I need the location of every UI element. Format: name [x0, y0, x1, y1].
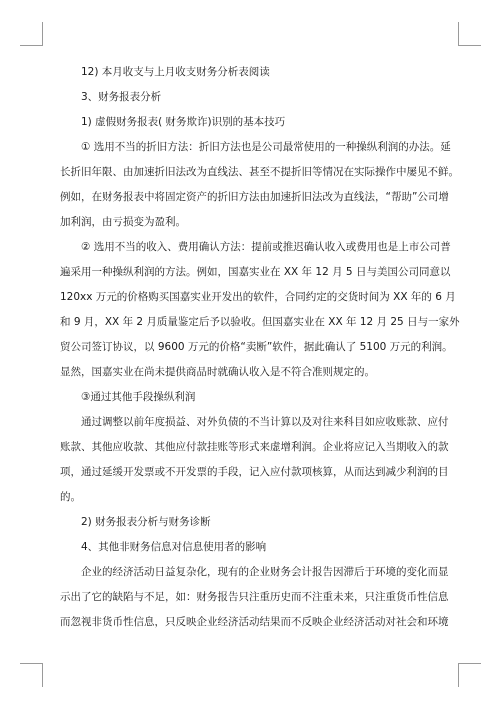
- heading-section-4: 4、其他非财务信息对信息使用者的影响: [81, 541, 267, 553]
- paragraph-line: 通过调整以前年度损益、对外负债的不当计算以及对往来科目如应收账款、应付: [81, 416, 449, 428]
- paragraph-line: 遍采用一种操纵利润的方法。例如，国嘉实业在 XX 年 12 月 5 日与美国公司同意以: [60, 266, 451, 278]
- crop-mark-top-right-h: [458, 45, 481, 46]
- paragraph-line: ① 选用不当的折旧方法：折旧方法也是公司最常使用的一种操纵利润的办法。延: [81, 141, 451, 153]
- document-body: [60, 66, 460, 629]
- crop-mark-top-right-v: [458, 22, 459, 46]
- paragraph-line: 贸公司签订协议，以 9600 万元的价格“卖断”软件，据此确认了 5100 万元的利润。: [60, 341, 453, 353]
- crop-mark-top-left-v: [42, 22, 43, 46]
- paragraph-line: 120xx 万元的价格购买国嘉实业开发出的软件，合同约定的交货时间为 XX 年的 6 月: [60, 291, 456, 303]
- paragraph-line: 账款、其他应收款、其他应付款挂账等形式来虚增利润。企业将应记入当期收入的款: [60, 441, 449, 453]
- paragraph-line: 加利润，由亏损变为盈利。: [60, 216, 186, 228]
- crop-mark-bottom-right-v: [458, 663, 459, 687]
- paragraph-line: 和 9 月，XX 年 2 月质量鉴定后予以验收。但国嘉实业在 XX 年 12 月 25 日与一家外: [60, 316, 460, 328]
- heading-3-other-means: ③通过其他手段操纵利润: [81, 391, 196, 403]
- paragraph-line: ② 选用不当的收入、费用确认方法：提前或推迟确认收入或费用也是上市公司普: [81, 241, 451, 253]
- heading-2: 2) 财务报表分析与财务诊断: [81, 516, 211, 528]
- heading-1: 1) 虚假财务报表( 财务欺诈)识别的基本技巧: [81, 116, 286, 128]
- paragraph-line: 的。: [60, 491, 81, 503]
- paragraph-line: 长折旧年限、由加速折旧法改为直线法、甚至不提折旧等情况在实际操作中屡见不鲜。: [60, 166, 459, 178]
- paragraph-line: 示出了它的缺陷与不足，如：财务报告只注重历史而不注重未来，只注重货币性信息: [60, 591, 449, 603]
- paragraph-line: 企业的经济活动日益复杂化，现有的企业财务会计报告因滞后于环境的变化而显: [81, 566, 449, 578]
- paragraph-line: 项，通过延缓开发票或不开发票的手段，记入应付款项核算，从而达到减少利润的目: [60, 466, 449, 478]
- paragraph-line: 例如，在财务报表中将固定资产的折旧方法由加速折旧法改为直线法，“帮助”公司增: [60, 191, 449, 203]
- heading-12: 12) 本月收支与上月收支财务分析表阅读: [81, 66, 270, 78]
- paragraph-line: 显然，国嘉实业在尚未提供商品时就确认收入是不符合准则规定的。: [60, 366, 375, 378]
- crop-mark-bottom-right-h: [458, 663, 481, 664]
- crop-mark-bottom-left-v: [42, 663, 43, 687]
- heading-section-3: 3、财务报表分析: [81, 91, 162, 103]
- crop-mark-top-left-h: [20, 45, 43, 46]
- crop-mark-bottom-left-h: [20, 663, 43, 664]
- paragraph-line: 而忽视非货币性信息，只反映企业经济活动结果而不反映企业经济活动对社会和环境: [60, 616, 449, 628]
